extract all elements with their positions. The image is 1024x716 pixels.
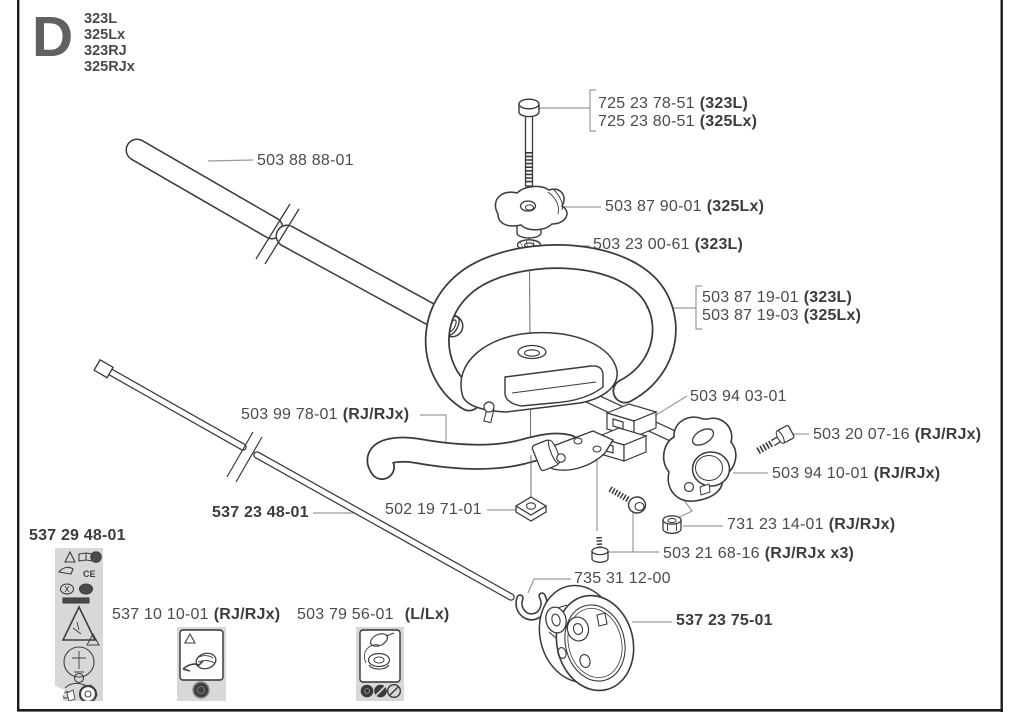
handle-clamp-drawing [461, 333, 617, 423]
warning-decal-l [356, 627, 404, 701]
warning-decal-strip-pictograms [55, 548, 103, 701]
handlebar-bolt-drawing [519, 99, 539, 186]
lock-nut-drawing [663, 516, 681, 534]
part-label-washer: 503 23 00-61 (323L) [593, 236, 744, 253]
part-label-handlebar-bolt-325lx: 725 23 80-51 (325Lx) [598, 113, 758, 130]
part-label-wing-nut: 503 87 90-01 (325Lx) [605, 198, 765, 215]
model-name: 323RJ [84, 43, 127, 59]
part-label-shaft-tube: 503 88 88-01 [257, 152, 354, 169]
model-name: 323L [84, 11, 118, 27]
warning-decal-l-pictogram [356, 627, 404, 701]
warning-decal-rj [177, 627, 226, 701]
part-label-drive-shaft: 537 23 48-01 [212, 504, 309, 521]
warning-decal-rj-pictogram [177, 627, 226, 701]
part-label-clamp-bolt: 503 20 07-16 (RJ/RJx) [813, 426, 982, 443]
warning-decal-strip [55, 548, 103, 701]
ce-mark-text: CE [83, 569, 96, 579]
clutch-drum-drawing [529, 577, 643, 699]
part-label-shaft-clamp: 503 94 10-01 (RJ/RJx) [772, 465, 941, 482]
part-label-decal-rj: 537 10 10-01 (RJ/RJx) [112, 606, 281, 623]
part-label-clutch-drum: 537 23 75-01 [676, 612, 773, 629]
clamp-bolt-drawing [758, 425, 795, 451]
part-label-square-nut: 502 19 71-01 [385, 501, 482, 518]
part-label-loop-handle-325lx: 503 87 19-03 (325Lx) [702, 307, 862, 324]
part-label-retainer-clip: 735 31 12-00 [574, 570, 671, 587]
shaft-clamp-drawing [664, 417, 736, 501]
shaft-tube-drawing [137, 150, 462, 338]
model-list [84, 11, 135, 75]
part-label-handlebar-bolt-323l: 725 23 78-51 (323L) [598, 95, 749, 112]
j-handle-drawing [380, 431, 613, 471]
screw-set-drawing [592, 489, 646, 562]
part-label-decal-l: 503 79 56-01 (L/Lx) [297, 606, 450, 623]
retainer-clip-drawing [519, 596, 544, 617]
section-letter: D [32, 5, 74, 69]
part-label-clamp-rubber: 503 94 03-01 [690, 388, 787, 405]
part-label-screw-set: 503 21 68-16 (RJ/RJx x3) [663, 545, 855, 562]
wing-nut-drawing [495, 186, 567, 238]
model-name: 325Lx [84, 27, 126, 43]
square-nut-drawing [516, 497, 546, 521]
model-name: 325RJx [84, 59, 135, 75]
part-label-decal-warning-strip: 537 29 48-01 [29, 527, 126, 544]
part-label-lock-nut: 731 23 14-01 (RJ/RJx) [727, 516, 896, 533]
part-label-loop-handle-323l: 503 87 19-01 (323L) [702, 289, 853, 306]
part-label-j-handle: 503 99 78-01 (RJ/RJx) [241, 406, 410, 423]
